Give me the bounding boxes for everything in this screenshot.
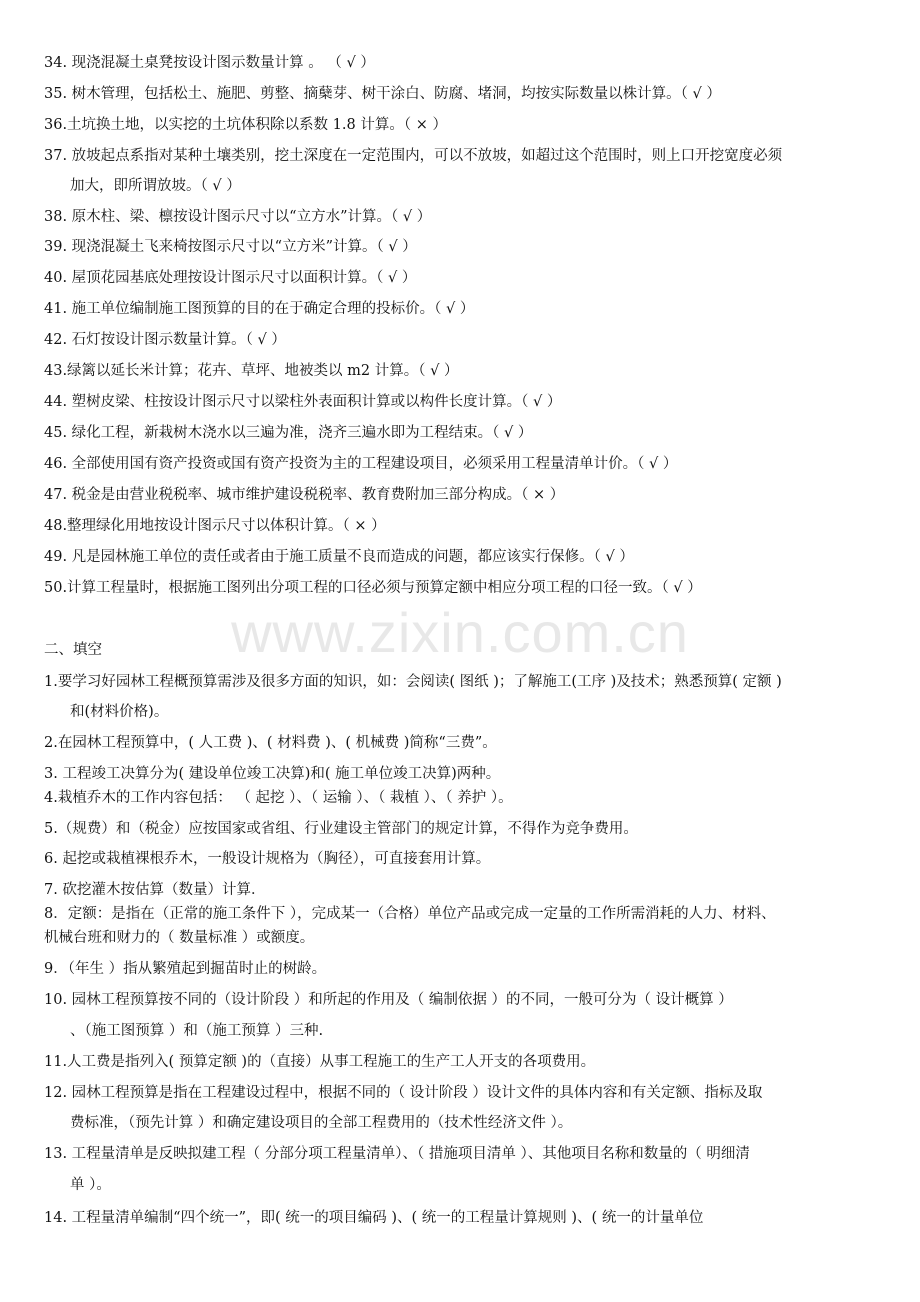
judgement-item-41: 41. 施工单位编制施工图预算的目的在于确定合理的投标价。（ √ ） <box>44 301 475 317</box>
fill-item-14: 14. 工程量清单编制“四个统一”，即( 统一的项目编码 )、( 统一的工程量计算规则 )、( 统一的计量单位 <box>44 1210 704 1226</box>
section-title: 二、填空 <box>44 642 102 658</box>
fill-item-9: 9．（年生 ）指从繁殖起到掘苗时止的树龄。 <box>44 961 327 977</box>
fill-item-13: 13. 工程量清单是反映拟建工程（ 分部分项工程量清单）、（ 措施项目清单 ）、其他项目名称和数量的（ 明细清 <box>44 1146 750 1162</box>
fill-item-1: 1.要学习好园林工程概预算需涉及很多方面的知识，如：会阅读( 图纸 )；了解施工(工序 )及技术；熟悉预算( 定额 ) <box>44 674 782 690</box>
watermark: www.zixin.com.cn <box>231 601 689 664</box>
judgement-item-50: 50.计算工程量时，根据施工图列出分项工程的口径必须与预算定额中相应分项工程的口径一致。（ √ ） <box>44 580 702 596</box>
fill-item-3: 3. 工程竣工决算分为( 建设单位竣工决算)和( 施工单位竣工决算)两种。 <box>44 766 501 782</box>
judgement-item-49: 49. 凡是园林施工单位的责任或者由于施工质量不良而造成的问题，都应该实行保修。（ √ ） <box>44 549 634 565</box>
fill-item-13-continued: 单 ）。 <box>70 1177 111 1193</box>
judgement-item-37: 37. 放坡起点系指对某种土壤类别，挖土深度在一定范围内，可以不放坡，如超过这个范围时，则上口开挖宽度必须 <box>44 148 783 164</box>
judgement-item-42: 42. 石灯按设计图示数量计算。（ √ ） <box>44 332 286 348</box>
judgement-item-40: 40. 屋顶花园基底处理按设计图示尺寸以面积计算。（ √ ） <box>44 270 417 286</box>
fill-item-11: 11.人工费是指列入( 预算定额 )的（直接）从事工程施工的生产工人开支的各项费用。 <box>44 1054 596 1070</box>
judgement-item-39: 39. 现浇混凝土飞来椅按图示尺寸以“立方米”计算。（ √ ） <box>44 239 417 255</box>
judgement-item-47: 47. 税金是由营业税税率、城市维护建设税税率、教育费附加三部分构成。（ × ） <box>44 487 565 503</box>
fill-item-8: 8．定额：是指在（正常的施工条件下 ），完成某一（合格）单位产品或完成一定量的工作所需消耗的人力、材料、 <box>44 906 776 922</box>
fill-item-5: 5.（规费）和（税金）应按国家或省组、行业建设主管部门的规定计算，不得作为竞争费用。 <box>44 821 638 837</box>
fill-item-8-continued: 机械台班和财力的（ 数量标准 ）或额度。 <box>44 930 315 946</box>
fill-item-12: 12. 园林工程预算是指在工程建设过程中，根据不同的（ 设计阶段 ）设计文件的具体内容和有关定额、指标及取 <box>44 1085 763 1101</box>
judgement-item-46: 46. 全部使用国有资产投资或国有资产投资为主的工程建设项目，必须采用工程量清单计价。（ √ ） <box>44 456 678 472</box>
fill-item-2: 2.在园林工程预算中，( 人工费 )、( 材料费 )、( 机械费 )简称“三费”。 <box>44 735 497 751</box>
fill-item-1-continued: 和(材料价格)。 <box>70 704 169 720</box>
judgement-item-45: 45. 绿化工程，新栽树木浇水以三遍为准，浇齐三遍水即为工程结束。（ √ ） <box>44 425 533 441</box>
judgement-item-38: 38. 原木柱、梁、檩按设计图示尺寸以“立方水”计算。（ √ ） <box>44 209 432 225</box>
fill-item-4: 4.栽植乔木的工作内容包括： （ 起挖 ）、（ 运输 ）、（ 栽植 ）、（ 养护 ）。 <box>44 790 513 806</box>
fill-item-7: 7. 砍挖灌木按估算（数量）计算． <box>44 882 266 898</box>
fill-item-12-continued: 费标准，（预先计算 ）和确定建设项目的全部工程费用的（技术性经济文件 ）。 <box>70 1115 573 1131</box>
judgement-item-48: 48.整理绿化用地按设计图示尺寸以体积计算。（ × ） <box>44 518 386 534</box>
judgement-item-34: 34. 现浇混凝土桌凳按设计图示数量计算 。 （ √ ） <box>44 55 375 71</box>
fill-item-10: 10. 园林工程预算按不同的（设计阶段 ）和所起的作用及（ 编制依据 ）的不同，一般可分为（ 设计概算 ） <box>44 992 733 1008</box>
judgement-item-37-continued: 加大，即所谓放坡。（ √ ） <box>70 178 241 194</box>
fill-item-6: 6. 起挖或栽植裸根乔木，一般设计规格为（胸径），可直接套用计算。 <box>44 851 491 867</box>
fill-item-10-continued: 、（施工图预算 ）和（施工预算 ）三种. <box>70 1023 324 1039</box>
judgement-item-44: 44. 塑树皮梁、柱按设计图示尺寸以梁柱外表面积计算或以构件长度计算。（ √ ） <box>44 394 562 410</box>
judgement-item-43: 43.绿篱以延长米计算；花卉、草坪、地被类以 m2 计算。（ √ ） <box>44 363 459 379</box>
judgement-item-35: 35. 树木管理，包括松土、施肥、剪整、摘蘖芽、树干涂白、防腐、堵洞，均按实际数量以株计算。（ √ ） <box>44 86 721 102</box>
judgement-item-36: 36.土坑换土地，以实挖的土坑体积除以系数 1.8 计算。（ × ） <box>44 117 447 133</box>
